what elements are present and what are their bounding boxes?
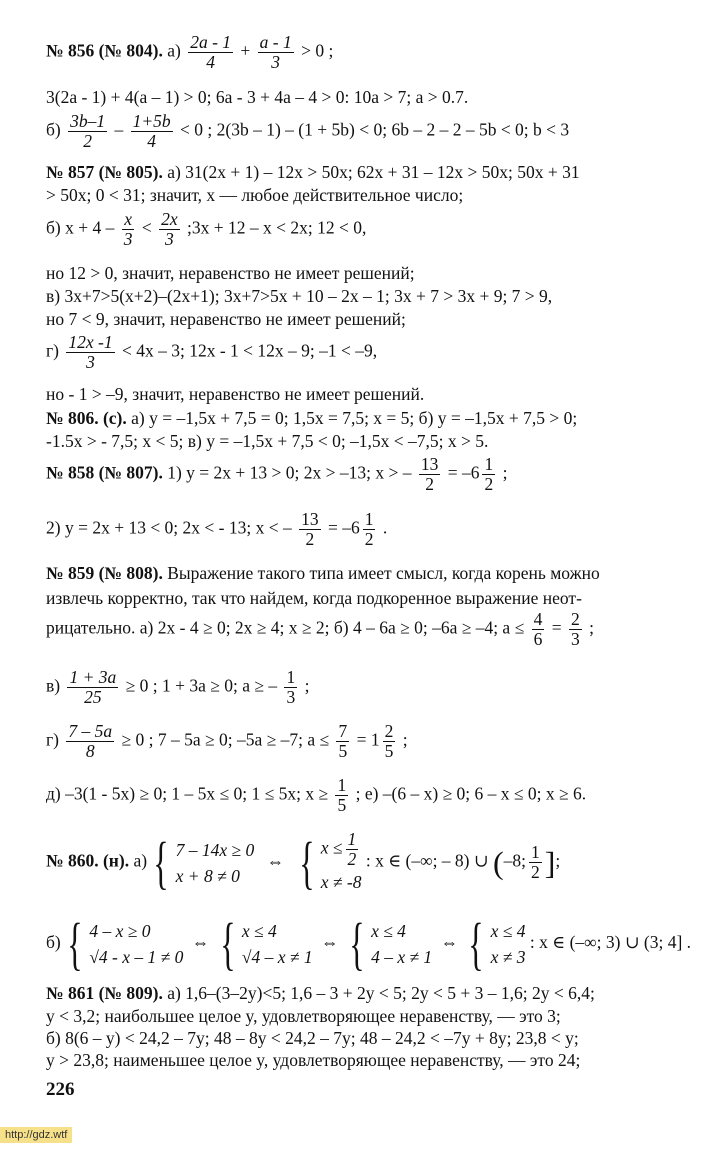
fraction: $\frac{7 - 5a}{8}$ — [68, 721, 113, 761]
problem-857-line-4: но 12 > 0, значит, неравенство не имеет решений; — [46, 263, 415, 283]
problem-858-line-1: № 858 (№ 807). 1) y = 2x + 13 > 0; 2x > –13; x > – $\frac{13}{2}$ = –6 $\frac{1}{2}$ ; — [46, 454, 508, 494]
problem-859-line-6: д) –3(1 - 5x) ≥ 0; 1 – 5x ≤ 0; 1 ≤ 5x; x ≥ $\frac{1}{5}$ ; е) –(6 – x) ≥ 0; 6 – x ≤ 0; x ≥ 6. — [46, 775, 587, 815]
fraction: $\frac{4}{6}$ — [533, 609, 543, 649]
problem-861-line-2: y < 3,2; наибольшее целое y, удовлетворяющее неравенству, — это 3; — [46, 1006, 561, 1026]
fraction: $\frac{1 + 3a}{25}$ — [69, 667, 117, 707]
fraction: $\frac{2}{3}$ — [570, 609, 580, 649]
fraction: $\frac{2}{5}$ — [384, 721, 394, 761]
fraction: $\frac{2x}{3}$ — [161, 209, 178, 249]
problem-857-line-8: но - 1 > –9, значит, неравенство не имеет решений. — [46, 384, 425, 404]
system-of-inequalities: x ≤ 4 x ≠ 3 — [490, 921, 526, 967]
system-of-inequalities: x ≤ 4 √4 – x ≠ 1 — [241, 921, 313, 967]
problem-858-line-2: 2) y = 2x + 13 < 0; 2x < - 13; x < – $\frac{13}{2}$ = –6 $\frac{1}{2}$ . — [46, 509, 388, 549]
problem-856-line-2: 3(2a - 1) + 4(a – 1) > 0; 6a - 3 + 4a – 4 > 0: 10a > 7; a > 0.7. — [46, 87, 469, 107]
problem-806-heading: № 806. (с). — [46, 408, 127, 428]
problem-858-heading: № 858 (№ 807). — [46, 462, 163, 483]
problem-860-line-b: б) { 4 – x ≥ 0 √4 - x – 1 ≠ 0 ⇔ { x ≤ 4 √4 – x ≠ 1 ⇔ { x ≤ 4 4 – x ≠ 1 ⇔ { x ≤ 4 x ≠ 3 : x ∈ (–∞; 3) ∪ (3; 4] . — [46, 911, 692, 976]
watermark-link[interactable]: http://gdz.wtf — [0, 1127, 72, 1143]
problem-861-line-1: № 861 (№ 809). а) 1,6–(3–2y)<5; 1,6 – 3 + 2y < 5; 2y < 5 + 3 – 1,6; 2y < 6,4; — [46, 983, 595, 1003]
problem-861-line-3: б) 8(6 – y) < 24,2 – 7y; 48 – 8y < 24,2 – 7y; 48 – 24,2 < –7y + 8y; 23,8 < y; — [46, 1028, 579, 1048]
fraction: $\frac{1}{2}$ — [484, 454, 494, 494]
problem-861-line-4: y > 23,8; наименьшее целое y, удовлетворяющее неравенству, — это 24; — [46, 1050, 581, 1070]
problem-859-line-3: рицательно. а) 2x - 4 ≥ 0; 2x ≥ 4; x ≥ 2; б) 4 – 6a ≥ 0; –6a ≥ –4; a ≤ $\frac{4}{6}$ = $\frac{2}{3}$ ; — [46, 609, 594, 649]
fraction: $\frac{2a - 1}{4}$ — [190, 32, 232, 72]
system-of-inequalities: 7 – 14x ≥ 0 x + 8 ≠ 0 — [175, 839, 255, 886]
problem-859-line-1: № 859 (№ 808). Выражение такого типа имеет смысл, когда корень можно — [46, 563, 600, 583]
brace-icon: { — [67, 911, 83, 976]
problem-857-line-3: б) x + 4 – $\frac{x}{3}$ < $\frac{2x}{3}$ ;3x + 12 – x < 2x; 12 < 0, — [46, 209, 367, 249]
system-of-inequalities: 4 – x ≥ 0 √4 - x – 1 ≠ 0 — [89, 921, 184, 967]
brace-icon: { — [298, 829, 315, 895]
problem-856-heading: № 856 (№ 804). — [46, 40, 163, 61]
fraction: $\frac{1+5b}{4}$ — [132, 111, 171, 151]
problem-859-line-2: извлечь корректно, так что найдем, когда подкоренное выражение неот- — [46, 588, 582, 608]
system-of-inequalities: x ≤ 4 4 – x ≠ 1 — [371, 921, 433, 967]
system-of-inequalities: x ≤ $\frac{1}{2}$ x ≠ -8 — [320, 829, 362, 892]
fraction: $\frac{12x -1}{3}$ — [68, 332, 113, 372]
fraction: $\frac{1}{2}$ — [530, 842, 540, 882]
page-number: 226 — [46, 1079, 75, 1100]
problem-857-line-7: г) $\frac{12x -1}{3}$ < 4x – 3; 12x - 1 < 12x – 9; –1 < –9, — [46, 332, 378, 372]
problem-806-line-1: № 806. (с). а) y = –1,5x + 7,5 = 0; 1,5x = 7,5; x = 5; б) y = –1,5x + 7,5 > 0; — [46, 408, 578, 428]
problem-860-heading: № 860. (н). — [46, 850, 130, 871]
problem-859-heading: № 859 (№ 808). — [46, 563, 163, 583]
fraction: $\frac{1}{5}$ — [337, 775, 347, 815]
fraction: $\frac{13}{2}$ — [301, 509, 319, 549]
fraction: $\frac{1}{2}$ — [347, 829, 357, 869]
problem-857-line-6: но 7 < 9, значит, неравенство не имеет решений; — [46, 309, 406, 329]
brace-icon: { — [153, 829, 170, 895]
problem-857-heading: № 857 (№ 805). — [46, 162, 163, 182]
problem-806-line-2: -1.5x > - 7,5; x < 5; в) y = –1,5x + 7,5 < 0; –1,5x < –7,5; x > 5. — [46, 431, 489, 451]
fraction: $\frac{7}{5}$ — [338, 721, 348, 761]
fraction: $\frac{1}{2}$ — [364, 509, 374, 549]
fraction: $\frac{x}{3}$ — [123, 209, 133, 249]
fraction: $\frac{1}{3}$ — [286, 667, 296, 707]
brace-icon: { — [349, 911, 365, 976]
problem-857-line-2: > 50x; 0 < 31; значит, x — любое действительное число; — [46, 185, 464, 205]
brace-icon: { — [219, 911, 236, 976]
fraction: $\frac{13}{2}$ — [420, 454, 439, 494]
problem-856-line-1: № 856 (№ 804). а) $\frac{2a - 1}{4}$ + $\frac{a - 1}{3}$ > 0 ; — [46, 32, 334, 72]
problem-859-line-4: в) $\frac{1 + 3a}{25}$ ≥ 0 ; 1 + 3a ≥ 0; a ≥ – $\frac{1}{3}$ ; — [46, 667, 310, 707]
problem-859-line-5: г) $\frac{7 - 5a}{8}$ ≥ 0 ; 7 – 5a ≥ 0; –5a ≥ –7; a ≤ $\frac{7}{5}$ = 1 $\frac{2}{5}$ ; — [46, 721, 408, 761]
problem-857-line-5: в) 3x+7>5(x+2)–(2x+1); 3x+7>5x + 10 – 2x – 1; 3x + 7 > 3x + 9; 7 > 9, — [46, 286, 553, 306]
brace-icon: { — [468, 911, 485, 976]
fraction: $\frac{a - 1}{3}$ — [259, 32, 292, 72]
problem-857-line-1: № 857 (№ 805). а) 31(2x + 1) – 12x > 50x; 62x + 31 – 12x > 50x; 50x + 31 — [46, 162, 580, 182]
problem-860-line-a: № 860. (н). а) { 7 – 14x ≥ 0 x + 8 ≠ 0 ⇔ { x ≤ $\frac{1}{2}$ x ≠ -8 : x ∈ (–∞; – 8) ∪ (–8; $\frac{1}{2}$ ]; — [46, 829, 561, 895]
fraction: $\frac{3b-1}{2}$ — [70, 111, 106, 151]
problem-861-heading: № 861 (№ 809). — [46, 983, 163, 1003]
problem-856-line-3: б) $\frac{3b-1}{2}$ – $\frac{1+5b}{4}$ < 0 ; 2(3b – 1) – (1 + 5b) < 0; 6b – 2 – 2 – 5b < 0; b < 3 — [46, 111, 570, 151]
